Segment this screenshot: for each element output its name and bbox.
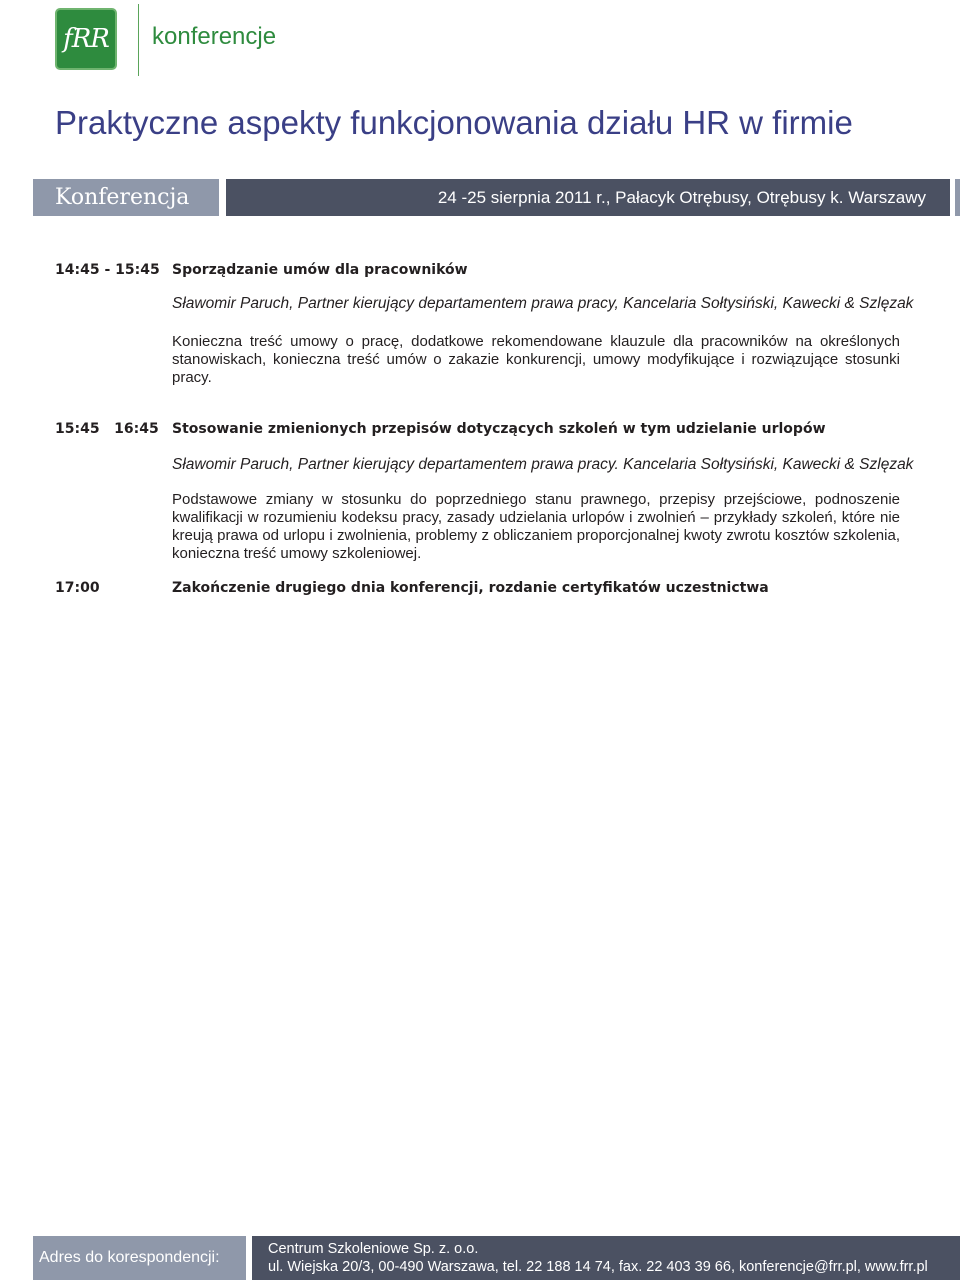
footer-company: Centrum Szkoleniowe Sp. z. o.o. — [268, 1241, 479, 1257]
session-title: Zakończenie drugiego dnia konferencji, rozdanie certyfikatów uczestnictwa — [172, 580, 769, 596]
conference-label-band — [33, 179, 219, 216]
footer-address-box — [252, 1236, 960, 1280]
footer-label-box — [33, 1236, 246, 1280]
logo-divider — [138, 4, 139, 76]
page-title: Praktyczne aspekty funkcjonowania działu HR w firmie — [55, 104, 853, 141]
logo-text: fRR — [63, 24, 109, 54]
footer-label: Adres do korespondencji: — [39, 1249, 220, 1266]
session-time: 14:45 - 15:45 — [55, 262, 160, 278]
band-edge — [955, 179, 960, 216]
session-title: Stosowanie zmienionych przepisów dotyczących szkoleń w tym udzielanie urlopów — [172, 421, 826, 437]
frr-logo — [55, 8, 117, 70]
session-time: 15:45 16:45 — [55, 421, 159, 437]
footer-address: ul. Wiejska 20/3, 00-490 Warszawa, tel. 22 188 14 74, fax. 22 403 39 66, konferencje@frr.pl, www.frr.pl — [268, 1259, 928, 1275]
date-location: 24 -25 sierpnia 2011 r., Pałacyk Otrębusy, Otrębusy k. Warszawy — [437, 187, 926, 207]
session-description: Podstawowe zmiany w stosunku do poprzedniego stanu prawnego, przepisy przejściowe, podnoszenie kwalifikacji w rozumieniu kodeksu pracy, zasady udzielania urlopów i zwolnień – przykłady szkoleń, które nie kreują prawa od urlopu i zwolnienia, problemy z obliczaniem proporcjonalnej kwoty zwrotu kosztów szkolenia, konieczna treść umowy szkoleniowej. — [172, 491, 900, 562]
session-description: Konieczna treść umowy o pracę, dodatkowe rekomendowane klauzule dla pracowników na określonych stanowiskach, konieczna treść umów o zakazie konkurencji, umowy modyfikujące i rozwiązujące stosunki pracy. — [172, 333, 900, 386]
date-location-band — [226, 179, 950, 216]
session-speaker: Sławomir Paruch, Partner kierujący departamentem prawa pracy. Kancelaria Sołtysiński, Kawecki & Szlęzak — [172, 456, 914, 473]
session-time: 17:00 — [55, 580, 100, 596]
conference-label: Konferencja — [55, 185, 190, 210]
session-title: Sporządzanie umów dla pracowników — [172, 262, 468, 278]
logo-wordmark: konferencje — [152, 23, 277, 50]
session-speaker: Sławomir Paruch, Partner kierujący departamentem prawa pracy, Kancelaria Sołtysiński, Kawecki & Szlęzak — [172, 295, 914, 312]
